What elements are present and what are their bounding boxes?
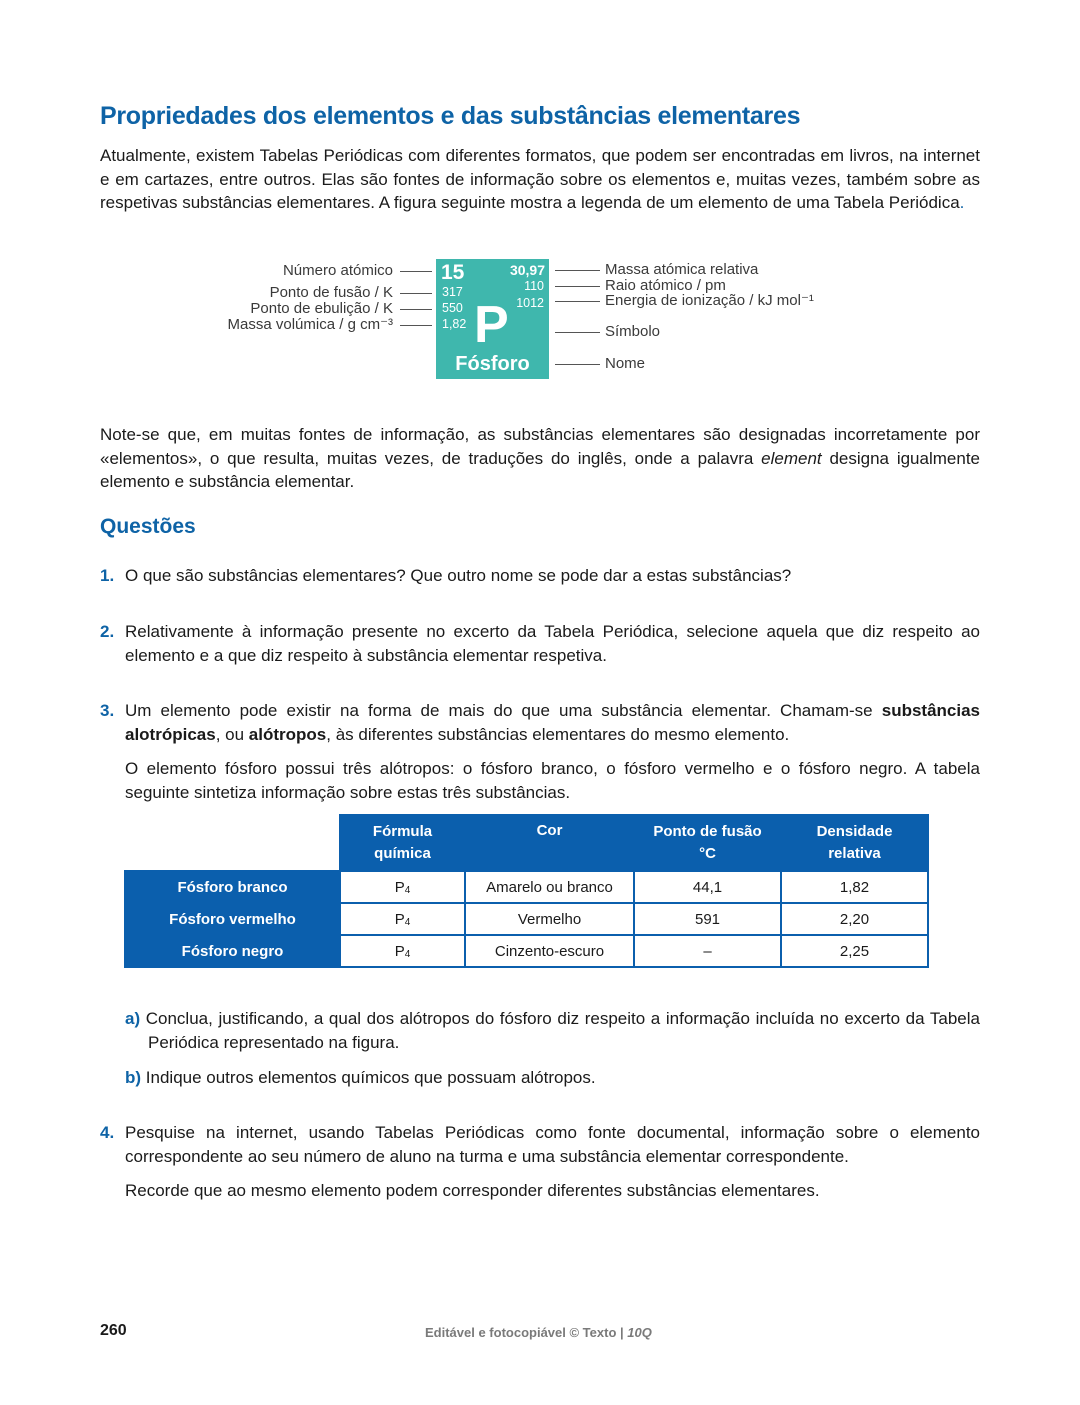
question-number: 3. xyxy=(100,701,115,720)
subquestion-b xyxy=(125,1066,980,1090)
legend-label-symbol: Símbolo xyxy=(605,323,661,340)
formula-subscript: 4 xyxy=(404,948,411,960)
tile-name: Fósforo xyxy=(455,353,530,375)
question-number: 1. xyxy=(100,566,115,585)
note-text-end: designa igualmente elemento e substância elementar. xyxy=(100,448,980,491)
row-header: Fósforo vermelho xyxy=(125,903,340,935)
term-bold: alótropos xyxy=(248,724,327,744)
table-row xyxy=(125,935,928,967)
text-segment: , às diferentes substâncias elementares do mesmo elemento. xyxy=(326,724,790,744)
question-text: O que são substâncias elementares? Que outro nome se pode dar a estas substâncias? xyxy=(125,566,792,585)
cell-color: Amarelo ou branco xyxy=(465,871,634,903)
page-number: 260 xyxy=(100,1322,127,1339)
leader-line xyxy=(400,309,432,310)
note-italic-word: element xyxy=(761,448,822,468)
cell-density: 1,82 xyxy=(781,871,928,903)
question-number: 4. xyxy=(100,1123,115,1142)
cell-density: 2,20 xyxy=(781,903,928,935)
legend-label-atomic-mass: Massa atómica relativa xyxy=(605,261,759,278)
leader-line xyxy=(555,332,600,333)
cell-color: Cinzento-escuro xyxy=(465,935,634,967)
legend-label-name: Nome xyxy=(605,355,646,372)
questions-heading: Questões xyxy=(100,515,196,538)
table-corner xyxy=(125,815,340,871)
cell-density: 2,25 xyxy=(781,935,928,967)
note-paragraph xyxy=(100,423,980,494)
leader-line xyxy=(555,301,600,302)
legend-label-atomic-radius: Raio atómico / pm xyxy=(605,277,726,294)
formula-subscript: 4 xyxy=(404,916,411,928)
table-row xyxy=(125,903,928,935)
text-segment: Um elemento pode existir na forma de mais do que uma substância elementar. Chamam-se xyxy=(125,701,882,720)
cell-formula xyxy=(340,903,465,935)
subquestion-body xyxy=(125,1007,980,1054)
question-text: Pesquise na internet, usando Tabelas Periódicas como fonte documental, informação sobre o elemento correspondente ao seu número de aluno na turma e uma substância elementar correspondente. xyxy=(125,1123,980,1166)
cell-melting-point: 44,1 xyxy=(634,871,781,903)
footer-note-text: Editável e fotocopiável © Texto | xyxy=(425,1325,628,1340)
cell-color: Vermelho xyxy=(465,903,634,935)
page-title: Propriedades dos elementos e das substâncias elementares xyxy=(100,102,801,130)
subquestion-label: b) xyxy=(125,1068,142,1087)
legend-label-melting-point: Ponto de fusão / K xyxy=(269,284,393,301)
tile-melting-point: 317 xyxy=(442,285,463,299)
header-line: Cor xyxy=(536,822,563,839)
subquestion-body xyxy=(125,1066,980,1090)
header-line: química xyxy=(374,845,431,862)
footer-copyright xyxy=(425,1325,652,1340)
leader-line xyxy=(555,270,600,271)
formula-base: P xyxy=(394,942,405,960)
header-line: relativa xyxy=(828,845,881,862)
leader-line xyxy=(555,364,600,365)
leader-line xyxy=(555,286,600,287)
tile-boiling-point: 550 xyxy=(442,301,463,315)
formula-base: P xyxy=(394,910,405,928)
header-line: Densidade xyxy=(816,823,893,840)
tile-symbol: P xyxy=(474,296,509,354)
allotropes-table xyxy=(124,814,929,968)
header-line: Ponto de fusão xyxy=(653,823,762,840)
question-text: Relativamente à informação presente no excerto da Tabela Periódica, selecione aquela que diz respeito ao elemento e a que diz respeito à substância elementar respetiva. xyxy=(125,622,980,665)
formula-subscript: 4 xyxy=(404,884,411,896)
text-segment: , ou xyxy=(215,724,249,744)
subquestion-label: a) xyxy=(125,1009,141,1028)
intro-text: Atualmente, existem Tabelas Periódicas com diferentes formatos, que podem ser encontradas em livros, na internet e em cartazes, entre outros. Elas são fontes de informação sobre os elementos e, muitas vezes, também sobre as respetivas substâncias elementares. A figura seguinte mostra a legenda de um elemento de uma Tabela Periódica xyxy=(100,146,980,212)
tile-atomic-mass: 30,97 xyxy=(509,262,545,278)
header-line: °C xyxy=(699,845,716,862)
column-header xyxy=(634,815,781,871)
cell-formula xyxy=(340,871,465,903)
legend-label-boiling-point: Ponto de ebulição / K xyxy=(250,300,393,317)
question-text xyxy=(125,699,980,746)
term-bold: substâncias alotrópicas xyxy=(125,701,980,744)
subquestion-text: Conclua, justificando, a qual dos alótropos do fósforo diz respeito a informação incluída no excerto da Tabela Periódica representado na figura. xyxy=(145,1009,980,1052)
column-header xyxy=(465,815,634,871)
tile-ionization-energy: 1012 xyxy=(516,296,544,310)
tile-atomic-radius: 110 xyxy=(524,279,544,293)
column-header xyxy=(340,815,465,871)
row-header: Fósforo branco xyxy=(125,871,340,903)
table-row xyxy=(125,871,928,903)
question-1 xyxy=(100,564,980,588)
element-legend-figure xyxy=(0,0,1080,400)
tile-density: 1,82 xyxy=(442,317,467,331)
question-number: 2. xyxy=(100,622,115,641)
column-header xyxy=(781,815,928,871)
legend-label-ionization-energy: Energia de ionização / kJ mol⁻¹ xyxy=(605,292,814,309)
leader-line xyxy=(400,325,432,326)
legend-label-density: Massa volúmica / g cm⁻³ xyxy=(227,316,393,333)
leader-line xyxy=(400,271,432,272)
cell-melting-point: 591 xyxy=(634,903,781,935)
table-header-row xyxy=(125,815,928,871)
question-followup: Recorde que ao mesmo elemento podem corresponder diferentes substâncias elementares. xyxy=(125,1181,820,1200)
note-text: Note-se que, em muitas fontes de informação, as substâncias elementares são designadas incorretamente por «elementos», o que resulta, muitas vezes, de traduções do inglês, onde a palavra xyxy=(100,425,980,468)
footer-book-code: 10Q xyxy=(627,1325,652,1340)
question-4 xyxy=(100,1121,980,1203)
question-3 xyxy=(100,699,980,804)
subquestion-text: Indique outros elementos químicos que possuam alótropos. xyxy=(145,1068,596,1087)
legend-label-atomic-number: Número atómico xyxy=(282,262,393,279)
leader-line xyxy=(400,293,432,294)
header-line: Fórmula xyxy=(372,823,433,840)
tile-atomic-number: 15 xyxy=(441,261,465,284)
formula-base: P xyxy=(394,878,405,896)
cell-formula xyxy=(340,935,465,967)
intro-trailing-dot: . xyxy=(959,193,965,212)
question-followup: O elemento fósforo possui três alótropos: o fósforo branco, o fósforo vermelho e o fósforo negro. A tabela seguinte sintetiza informação sobre estas três substâncias. xyxy=(125,759,980,802)
cell-melting-point: – xyxy=(634,935,781,967)
subquestion-a xyxy=(125,1007,980,1054)
row-header: Fósforo negro xyxy=(125,935,340,967)
question-2 xyxy=(100,620,980,667)
element-tile xyxy=(436,259,549,379)
